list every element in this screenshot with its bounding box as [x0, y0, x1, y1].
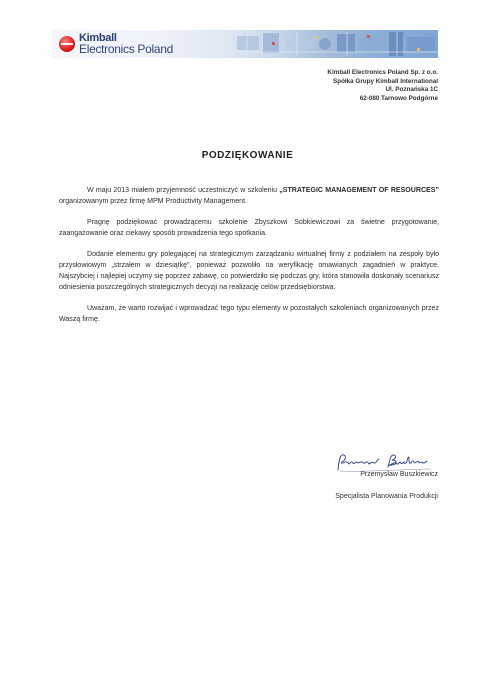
letter-body	[59, 186, 439, 336]
paragraph-1	[59, 186, 439, 208]
paragraph-1-end: organizowanym przez firmę MPM Productivity Management.	[59, 197, 247, 205]
signer-position: Specjalista Planowania Produkcji	[335, 493, 438, 500]
paragraph-4: Uważam, że warto rozwijać i wprowadzać tego typu elementy w pozostałych szkoleniach organizowanych przez Waszą firmę.	[59, 305, 439, 323]
paragraph-2: Pragnę podziękować prowadzącemu szkolenie Zbyszkowi Sobkiewiczowi za świetne przygotowanie, zaangażowanie oraz ciekawy sposób prowadzenia tego spotkania.	[59, 219, 439, 237]
circuit-board-decoration-icon	[227, 30, 438, 58]
address-line-city: 62-080 Tarnowo Podgórne	[359, 94, 438, 102]
training-name: „STRATEGIC MANAGEMENT OF RESOURCES”	[279, 187, 439, 194]
logo-line-1: Kimball	[79, 32, 117, 44]
header-banner	[52, 30, 438, 58]
company-logo-text	[79, 33, 173, 54]
paragraph-3: Dodanie elementu gry polegającej na strategicznym zarządzaniu wirtualnej firmy z podziałem na zespoły było przysłowiowym „strzałem w dziesiątkę”, ponieważ pozwoliło na weryfikację omawianych zagadnień w praktyce. Najszybciej i najlepiej uczymy się poprzez zabawę, co potwierdziło się podczas gry, która stanowiła doskonały scenariusz odniesienia poszczególnych strategicznych decyzji na realizację celów przedsiębiorstwa.	[59, 251, 439, 291]
sender-address	[250, 69, 438, 103]
address-line-group: Spółka Grupy Kimball International	[333, 77, 438, 85]
address-line-street: Ul. Poznańska 1C	[385, 86, 438, 94]
logo-line-2: Electronics Poland	[79, 42, 173, 56]
paragraph-1-start: W maju 2013 miałem przyjemność uczestniczyć w szkoleniu	[87, 187, 280, 194]
signer-name: Przemysław Buszkiewicz	[360, 471, 438, 478]
kimball-logo-icon	[59, 36, 75, 52]
letter-title: PODZIĘKOWANIE	[201, 150, 294, 161]
address-line-company: Kimball Electronics Poland Sp. z o.o.	[327, 69, 438, 76]
